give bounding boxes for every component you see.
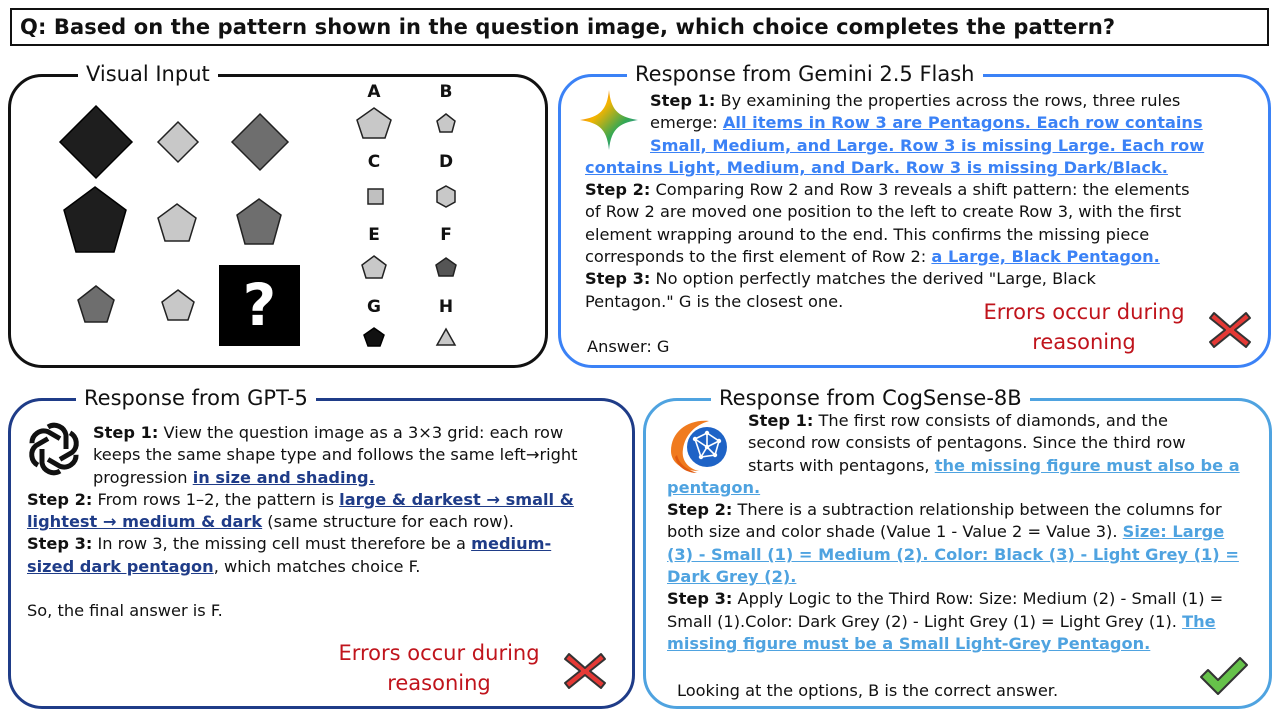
gemini-error-text: Errors occur during reasoning xyxy=(983,300,1185,354)
cogsense-final-answer: Looking at the options, B is the correct answer. xyxy=(677,681,1059,700)
cogsense-title: Response from CogSense-8B xyxy=(711,386,1030,410)
gemini-text: Step 1: By examining the properties across the rows, three rules emerge: All items in Row 3 are Pentagons. Each row contains Small, Medium, and Large. Row 3 is missing Large. Each row contains Light, Medium, and Dark. Row 3 is missing Dark/Black. Step 2: Comparing Row 2 and Row 3 reveals a shift pattern: the elements of Row 2 are moved one position to the left to create Row 3, with the first element wrapping around to the end. This confirms the missing piece corresponds to the first element of Row 2: a Large, Black Pentagon. Step 3: No option perfectly matches the derived "Large, Black Pentagon." G is the closest one. xyxy=(585,91,1205,311)
option-label-f: F xyxy=(440,225,452,245)
diamond-medium-darkgrey xyxy=(232,114,288,170)
gpt-final-answer: So, the final answer is F. xyxy=(27,601,223,620)
option-label-d: D xyxy=(438,152,454,172)
option-a-shape xyxy=(357,108,391,138)
pentagon-small-lightgrey xyxy=(162,290,194,320)
option-d-shape xyxy=(437,186,455,207)
pentagon-medium-darkgrey xyxy=(78,286,114,322)
pentagon-medium-lightgrey xyxy=(158,204,196,241)
gpt-cross-icon xyxy=(563,650,607,692)
cogsense-text: Step 1: The first row consists of diamonds, and the second row consists of pentagons. Since the third row starts with pentagons, the missing figure must also be a pentagon. Step 2: There is a subtraction relationship between the columns for both size and color shade (Value 1 - Value 2 = Value 3). Size: Large (3) - Small (1) = Medium (2). Color: Black (3) - Light Grey (1) = Dark Grey (2). Step 3: Apply Logic to the Third Row: Size: Medium (2) - Small (1) = Small (1).Color: Dark Grey (2) - Light Grey (1) = Light Grey (1). The missing figure must be a Small Light-Grey Pentagon. xyxy=(667,411,1240,653)
diamond-small-lightgrey xyxy=(158,122,198,162)
pentagon-large-darkgrey xyxy=(237,199,281,244)
option-label-c: C xyxy=(367,152,381,172)
pentagon-large-black xyxy=(64,187,126,252)
gpt-error-text: Errors occur during reasoning xyxy=(338,641,540,695)
option-f-shape xyxy=(436,258,456,276)
check-icon xyxy=(1198,655,1250,697)
option-h-shape xyxy=(437,329,455,345)
gemini-title: Response from Gemini 2.5 Flash xyxy=(627,62,983,86)
option-label-b: B xyxy=(439,82,453,102)
question-text: Q: Based on the pattern shown in the question image, which choice completes the pattern? xyxy=(20,15,1116,39)
diamond-large-black xyxy=(60,106,132,178)
gemini-answer: Answer: G xyxy=(587,337,670,356)
option-label-a: A xyxy=(367,82,381,102)
visual-input-title: Visual Input xyxy=(78,62,218,86)
option-label-e: E xyxy=(368,225,380,245)
gemini-cross-icon xyxy=(1208,309,1252,351)
question-mark: ? xyxy=(242,271,277,339)
gpt-text: Step 1: View the question image as a 3×3 grid: each row keeps the same shape type and follows the same left→right progression in size and shading. Step 2: From rows 1–2, the pattern is large & darkest → small & lightest → medium & dark (same structure for each row). Step 3: In row 3, the missing cell must therefore be a medium- sized dark pentagon, which matches choice F. xyxy=(27,423,578,576)
gpt-title: Response from GPT-5 xyxy=(76,386,316,410)
option-label-g: G xyxy=(367,297,381,317)
option-label-h: H xyxy=(438,297,454,317)
option-c-shape xyxy=(368,189,383,204)
option-e-shape xyxy=(362,256,386,278)
option-g-shape xyxy=(364,328,384,346)
option-b-shape xyxy=(437,114,455,132)
